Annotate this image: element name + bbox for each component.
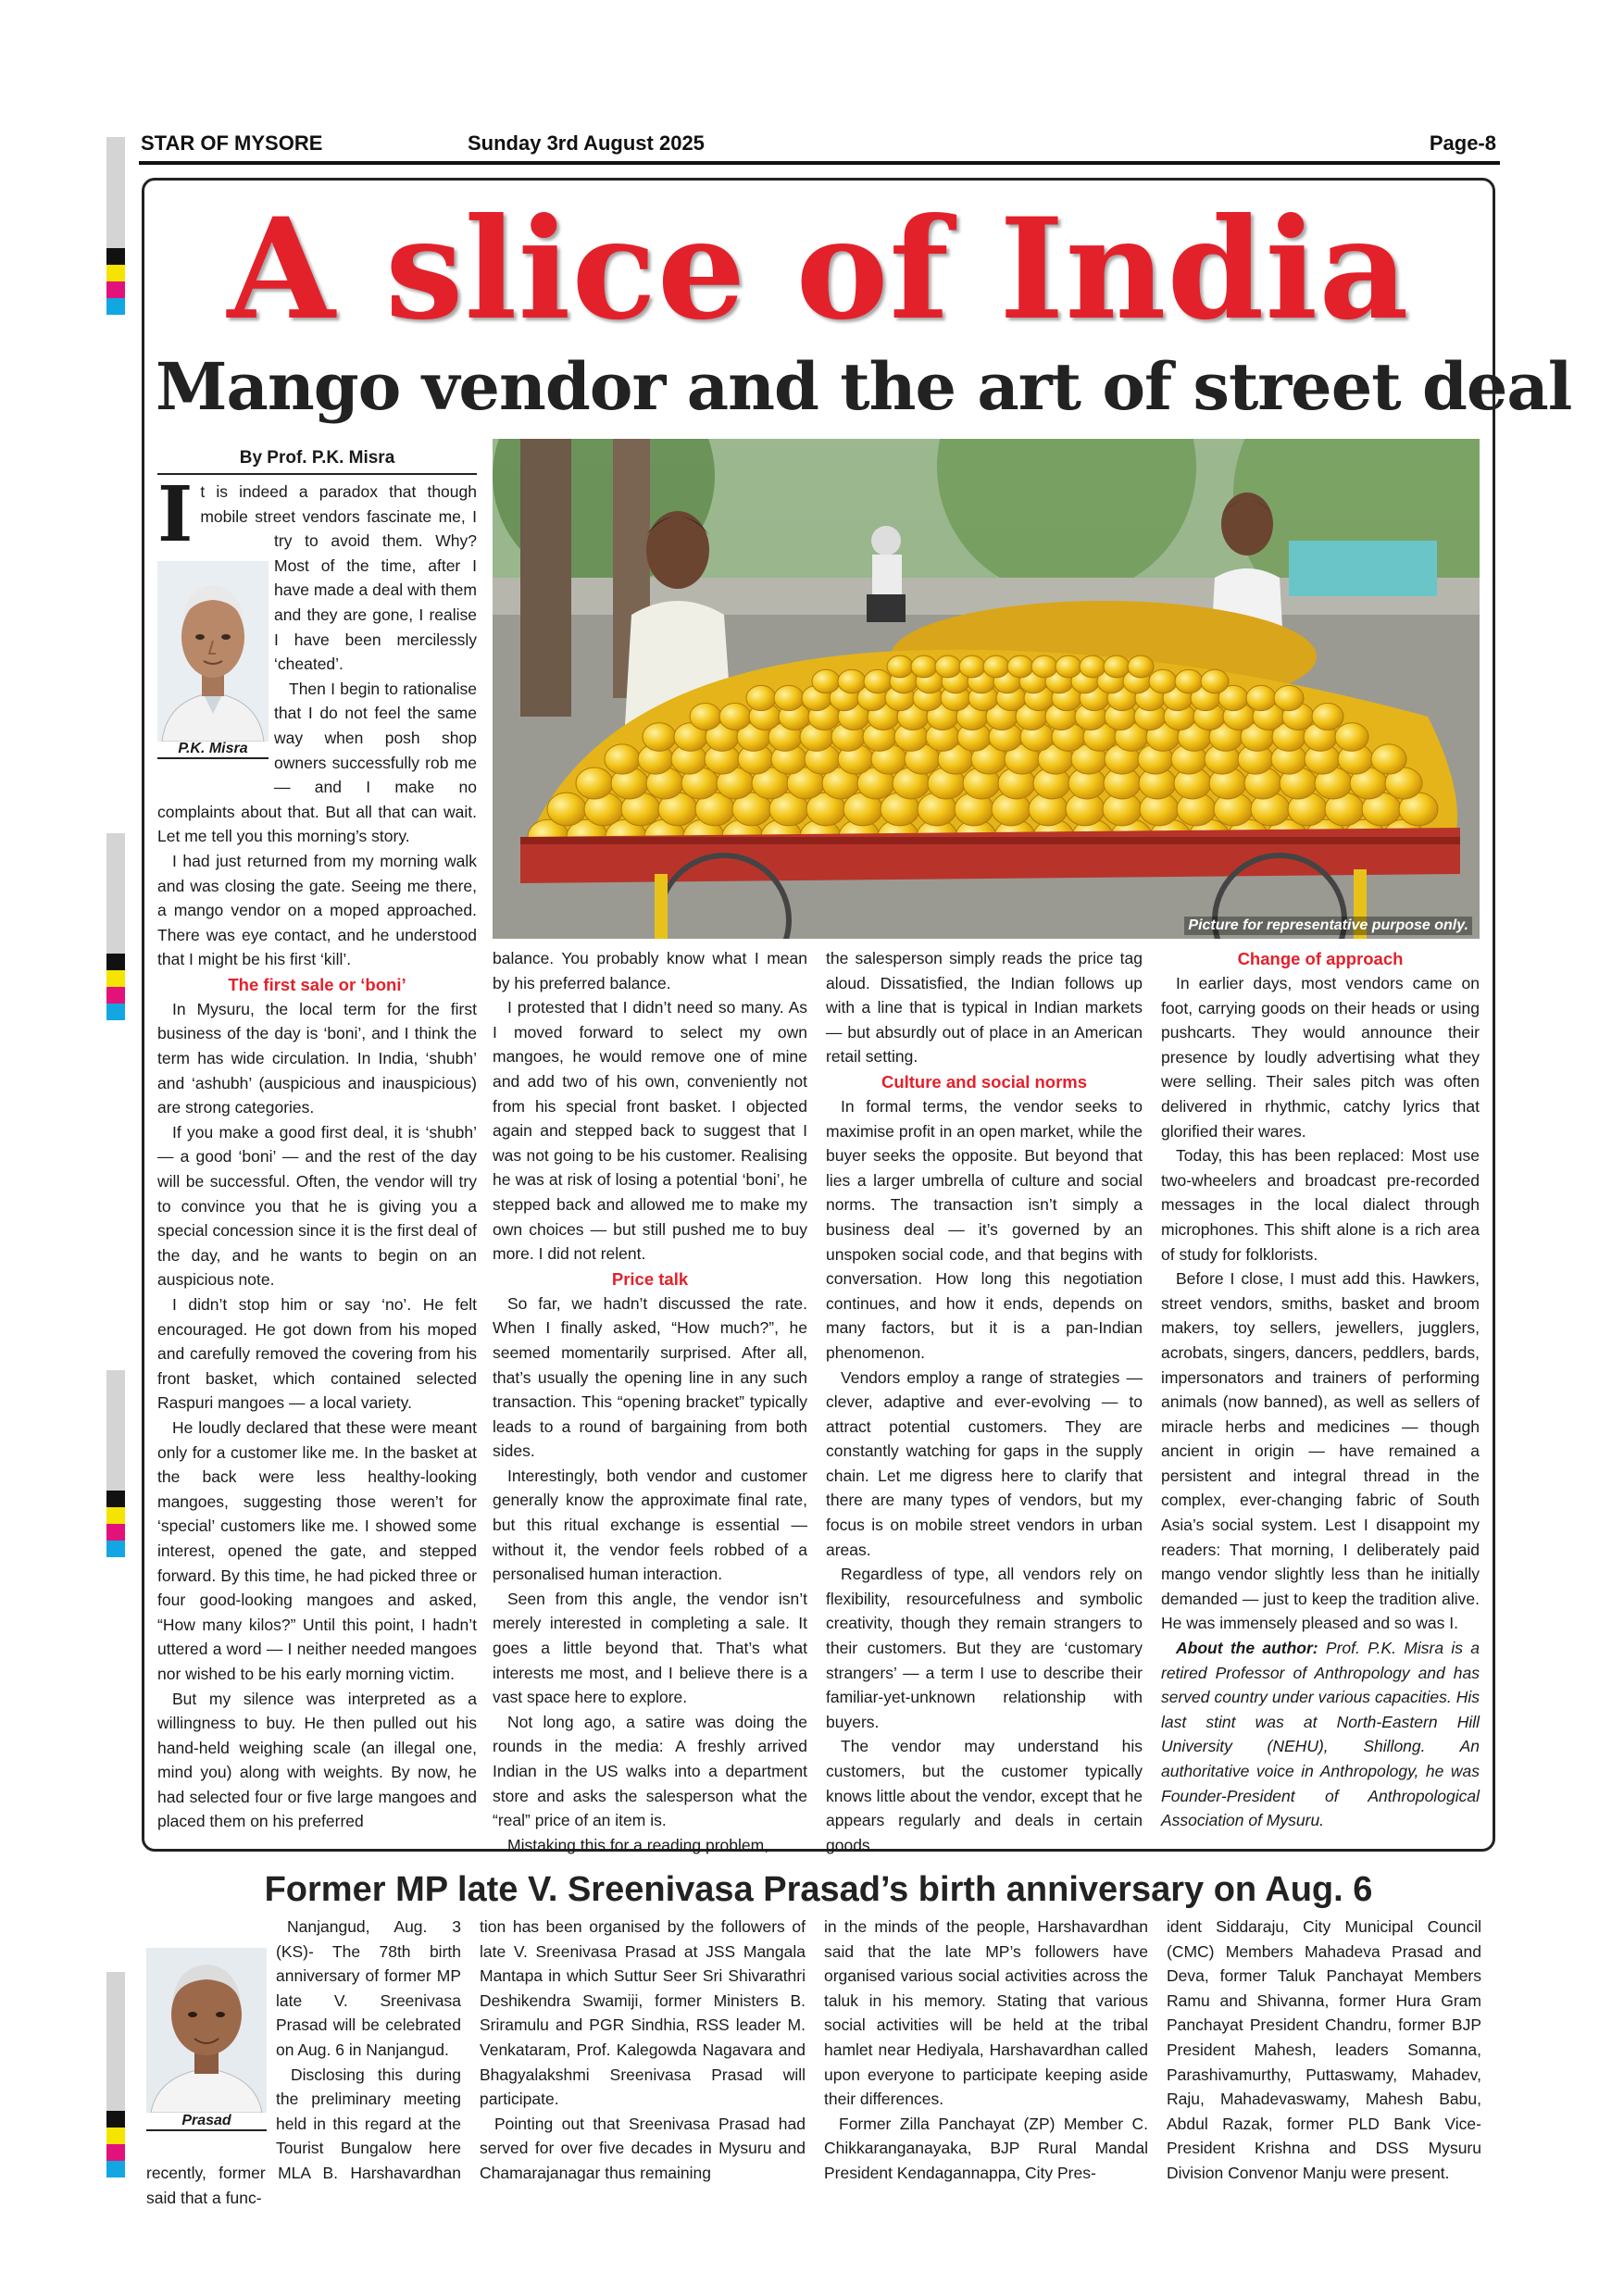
mango <box>864 669 892 693</box>
story2-headline: Former MP late V. Sreenivasa Prasad’s birth anniversary on Aug. 6 <box>264 1870 1373 1909</box>
mango <box>719 704 751 730</box>
issue-date: Sunday 3rd August 2025 <box>468 131 705 155</box>
mango <box>959 655 985 678</box>
subheading: Price talk <box>611 1268 689 1289</box>
paragraph: Regardless of type, all vendors rely on flexibility, resourcefulness and symbolic creativity, though they remain strangers to their customers. But they are ‘customary strangers’ — a term I use to describe their familiar-yet-unknown relationship with buyers. <box>826 1565 1143 1731</box>
mango <box>1335 723 1368 752</box>
paragraph: I didn’t stop him or say ‘no’. He felt encouraged. He got down from his moped and carefully removed the covering from his front basket, which contained selected Raspuri mangoes — a local variety. <box>157 1295 477 1413</box>
paragraph: In earlier days, most vendors came on foot, carrying goods on their heads or using pushcarts. They would announce their presence by loudly advertising what they were selling. Their sales pitch was often delivered in rhythmic, catchy lyrics that glorified their wares. <box>1161 974 1480 1141</box>
mango <box>774 685 804 710</box>
paragraph: In Mysuru, the local term for the first business of the day is ‘boni’, and I think the term has wide circulation. In India, ‘shubh’ and ‘ashubh’ (auspicious and inauspicious) are strong categories. <box>157 999 477 1117</box>
mango <box>690 704 721 730</box>
mango <box>935 655 961 678</box>
header-rule <box>139 161 1500 165</box>
paragraph: Former Zilla Panchayat (ZP) Member C. Chikkaranganayaka, BJP Rural Mandal President Kendagannappa, City Pres- <box>824 2114 1148 2182</box>
paragraph: Before I close, I must add this. Hawkers, street vendors, smiths, basket and broom makers, toy sellers, jewellers, jugglers, acrobats, singers, dancers, peddlers, bards, impersonators and trainers of performing animals (now banned), as well as sellers of miracle herbs and medicines — though ancient in origin — have remained a persistent and integral thread in the complex, ever-changing fabric of South Asia’s social system. Lest I disappoint my readers: That morning, I deliberately paid mango vendor slightly less than he initially demanded — just to keep the tradition alive. He was immensely pleased and so was I. <box>1161 1269 1480 1633</box>
paragraph: t is indeed a paradox that though mobile street vendors fascinate me, I try to avoid them. Why? Most of the time, after I have made a deal with them and they are gone, I realise I have been mercilessly ‘cheated’. <box>200 482 477 674</box>
paragraph: I protested that I didn’t need so many. As I moved forward to select my own mangoes, he would remove one of mine and add two of his own, conveniently not from his special front basket. I objected again and stepped back to suggest that I was not going to be his customer. Realising he was at risk of losing a potential ‘boni’, he stepped back and allowed me to make my own choices — but still pushed me to buy more. I did not relent. <box>493 998 807 1264</box>
paragraph: Then I begin to rationalise that I do not feel the same way when posh shop owners successfully rob me — and I make no complaints about that. But all that can wait. Let me tell you this morning’s story. <box>157 679 477 846</box>
paragraph: In formal terms, the vendor seeks to maximise profit in an open market, while the buyer seeks the opposite. But beyond that lies a larger umbrella of culture and social norms. The transaction isn’t simply a business deal — it’s governed by an unspoken social code, and that begins with conversation. How long this negotiation continues, and how it ends, depends on many factors, but it is a pan-Indian phenomenon. <box>826 1096 1143 1362</box>
registration-yellow <box>106 970 125 987</box>
paragraph: If you make a good first deal, it is ‘shubh’ — a good ‘boni’ — and the rest of the day will be successful. Often, the vendor will try to convince you that he is giving you a special concession since it is the first deal of the day, and he wants to begin on an auspicious note. <box>157 1122 477 1290</box>
registration-cyan <box>106 1541 125 1557</box>
paragraph: the salesperson simply reads the price tag aloud. Dissatisfied, the Indian follows up with a line that is typical in Indian markets — but absurdly out of place in an American retail setting. <box>826 949 1143 1067</box>
byline: By Prof. P.K. Misra <box>157 446 477 475</box>
registration-yellow <box>106 1507 125 1524</box>
paragraph: Disclosing this during the preliminary meeting held in this regard at the Tourist Bungalow here recently, former MLA B. Harshavardhan said that a func- <box>146 2065 461 2207</box>
printer-mark-bar <box>106 137 125 248</box>
registration-magenta <box>106 1524 125 1541</box>
mango <box>1128 655 1154 678</box>
paragraph: He loudly declared that these were meant only for a customer like me. In the basket at the back were less healthy-looking mangoes, suggesting those weren’t for ‘special’ customers like me. I showed some interest, opened the gate, and stepped forward. By this time, he had picked three or four good-looking mangoes and asked, “How many kilos?” Until this point, I hadn’t uttered a word — I neither needed mangoes nor wished to be his early morning victim. <box>157 1417 477 1683</box>
registration-black <box>106 954 125 970</box>
paragraph: I had just returned from my morning walk and was closing the gate. Seeing me there, a mango vendor on a moped approached. There was eye contact, and he understood that I might be his first ‘kill’. <box>157 851 477 969</box>
registration-cyan <box>106 298 125 315</box>
paper-name: STAR OF MYSORE <box>141 131 323 155</box>
mango <box>983 655 1009 678</box>
paragraph: Not long ago, a satire was doing the rounds in the media: A freshly arrived Indian in the US walks into a department store and asks the salesperson what the “real” price of an item is. <box>493 1712 807 1830</box>
mango <box>746 685 776 710</box>
registration-magenta <box>106 987 125 1004</box>
paragraph: The vendor may understand his customers, but the customer typically knows little about the vendor, except that he appears regularly and deals in certain goods. <box>826 1737 1143 1854</box>
printer-mark-bar <box>106 1972 125 2111</box>
mango <box>812 669 840 693</box>
story2-column-4 <box>1167 1915 1481 2186</box>
paragraph: Mistaking this for a reading problem, <box>507 1835 769 1854</box>
mango <box>1149 669 1177 693</box>
registration-magenta <box>106 2144 125 2161</box>
subheading: Change of approach <box>1237 949 1404 968</box>
paragraph: Vendors employ a range of strategies — clever, adaptive and ever-evolving — to attract potential customers. They are constantly watching for gaps in the supply chain. Let me digress here to clarify that there are many types of vendors, but my focus is on mobile street vendors in urban areas. <box>826 1367 1143 1559</box>
paragraph: Seen from this angle, the vendor isn’t merely interested in completing a sale. It goes a little beyond that. That’s what interests me most, and I believe there is a vast space here to explore. <box>493 1589 807 1707</box>
mango <box>576 767 613 799</box>
paragraph: ident Siddaraju, City Municipal Council (CMC) Members Mahadeva Prasad and Deva, former Taluk Panchayat Members Ramu and Shivanna, former Hura Gram Panchayat President Chandru, former BJP President Mahesh, leaders Somanna, Parashivamurthy, Puttaswamy, Mahadev, Raju, Mahadevaswamy, Mahesh Babu, Abdul Razak, former PLD Bank Vice-President Krishna and DSS Mysuru Division Convenor Manju were present. <box>1167 1917 1481 2182</box>
mango-cart-illustration <box>493 439 1480 939</box>
registration-yellow <box>106 2128 125 2144</box>
registration-cyan <box>106 2161 125 2177</box>
article-column-3 <box>826 946 1143 1857</box>
article-headline: A slice of India <box>227 188 1410 351</box>
printer-mark-bar <box>106 833 125 954</box>
mango-cart-photo <box>493 439 1480 939</box>
drop-cap: I <box>157 470 194 559</box>
photo-credit: Picture for representative purpose only. <box>1184 917 1472 935</box>
photo-wrap-spacer <box>157 544 274 787</box>
printer-mark-bar <box>106 1370 125 1491</box>
subheading: Culture and social norms <box>881 1071 1088 1092</box>
paragraph: Pointing out that Sreenivasa Prasad had served for over five decades in Mysuru and Chamarajanagar thus remaining <box>480 2114 806 2182</box>
registration-yellow <box>106 265 125 281</box>
about-author-text: Prof. P.K. Misra is a retired Professor of Anthropology and has served country under various capacities. His last stint was at North-Eastern Hill University (NEHU), Shillong. An authoritative voice in Anthropology, he was Founder-President of Anthropological Association of Mysuru. <box>1161 1639 1480 1830</box>
mango <box>1104 655 1130 678</box>
mango <box>1246 685 1276 710</box>
story2-column-1 <box>146 1915 461 2210</box>
mango <box>547 792 586 826</box>
mango <box>1175 669 1203 693</box>
article-column-4 <box>1161 946 1480 1833</box>
paragraph: So far, we hadn’t discussed the rate. When I finally asked, “How much?”, he seemed momentarily surprised. After all, that’s usually the opening line in any such transaction. This “opening bracket” typically leads to a round of bargaining from both sides. <box>493 1293 807 1461</box>
author-photo-caption: P.K. Misra <box>157 741 269 759</box>
mango <box>1007 655 1033 678</box>
mango <box>1080 655 1106 678</box>
registration-black <box>106 2111 125 2128</box>
registration-black <box>106 1491 125 1507</box>
prasad-photo-caption: Prasad <box>146 2113 267 2131</box>
story2-column-2 <box>480 1915 806 2186</box>
mango <box>1031 655 1057 678</box>
story2-column-3 <box>824 1915 1148 2186</box>
about-author-label: About the author: <box>1176 1639 1318 1658</box>
registration-black <box>106 248 125 265</box>
photo-wrap-spacer <box>146 1946 276 2150</box>
mango <box>1371 744 1406 774</box>
registration-cyan <box>106 1004 125 1020</box>
mango <box>911 655 937 678</box>
paragraph: tion has been organised by the followers of late V. Sreenivasa Prasad at JSS Mangala Mantapa in which Suttur Seer Sri Shivarathri Deshikendra Swamiji, former Ministers B. Sriramulu and PGR Sindhia, RSS leader M. Venkataram, Prof. Kalegowda Nagavara and Bhagyalakshmi Sreenivasa Prasad will participate. <box>480 1917 806 2109</box>
article-subheadline: Mango vendor and the art of street deal <box>156 348 1572 425</box>
registration-magenta <box>106 281 125 298</box>
mango <box>1201 669 1229 693</box>
paragraph: in the minds of the people, Harshavardhan said that the late MP’s followers have organised various social activities across the taluk in his memory. Stating that various social activities will be held at the tribal hamlet near Hediyala, Harshavardhan called upon everyone to participate keeping aside their differences. <box>824 1917 1148 2109</box>
paragraph: But my silence was interpreted as a willingness to buy. He then pulled out his hand-held weighing scale (an illegal one, mind you) along with weights. By now, he had selected four or five large mangoes and placed them on his preferred <box>157 1689 477 1831</box>
mango <box>643 723 676 752</box>
mango <box>1056 655 1081 678</box>
paragraph: Today, this has been replaced: Most use two-wheelers and broadcast pre-recorded messages in the local dialect through microphones. This shift alone is a rich area of study for folklorists. <box>1161 1146 1480 1264</box>
mango <box>605 744 640 774</box>
article-column-2 <box>493 946 807 1857</box>
mango <box>1274 685 1304 710</box>
page-number: Page-8 <box>1429 131 1496 155</box>
paragraph: Nanjangud, Aug. 3 (KS)- The 78th birth anniversary of former MP late V. Sreenivasa Prasad will be celebrated on Aug. 6 in Nanjangud. <box>276 1917 461 2059</box>
article-column-1 <box>157 470 477 1834</box>
subheading: The first sale or ‘boni’ <box>228 974 406 994</box>
about-author <box>1161 1636 1480 1833</box>
mango <box>887 655 913 678</box>
mango <box>1312 704 1343 730</box>
paragraph: balance. You probably know what I mean by his preferred balance. <box>493 949 807 992</box>
mango <box>838 669 866 693</box>
paragraph: Interestingly, both vendor and customer generally know the approximate final rate, but this ritual exchange is essential — without it, the vendor feels robbed of a personalised human interaction. <box>493 1466 807 1584</box>
